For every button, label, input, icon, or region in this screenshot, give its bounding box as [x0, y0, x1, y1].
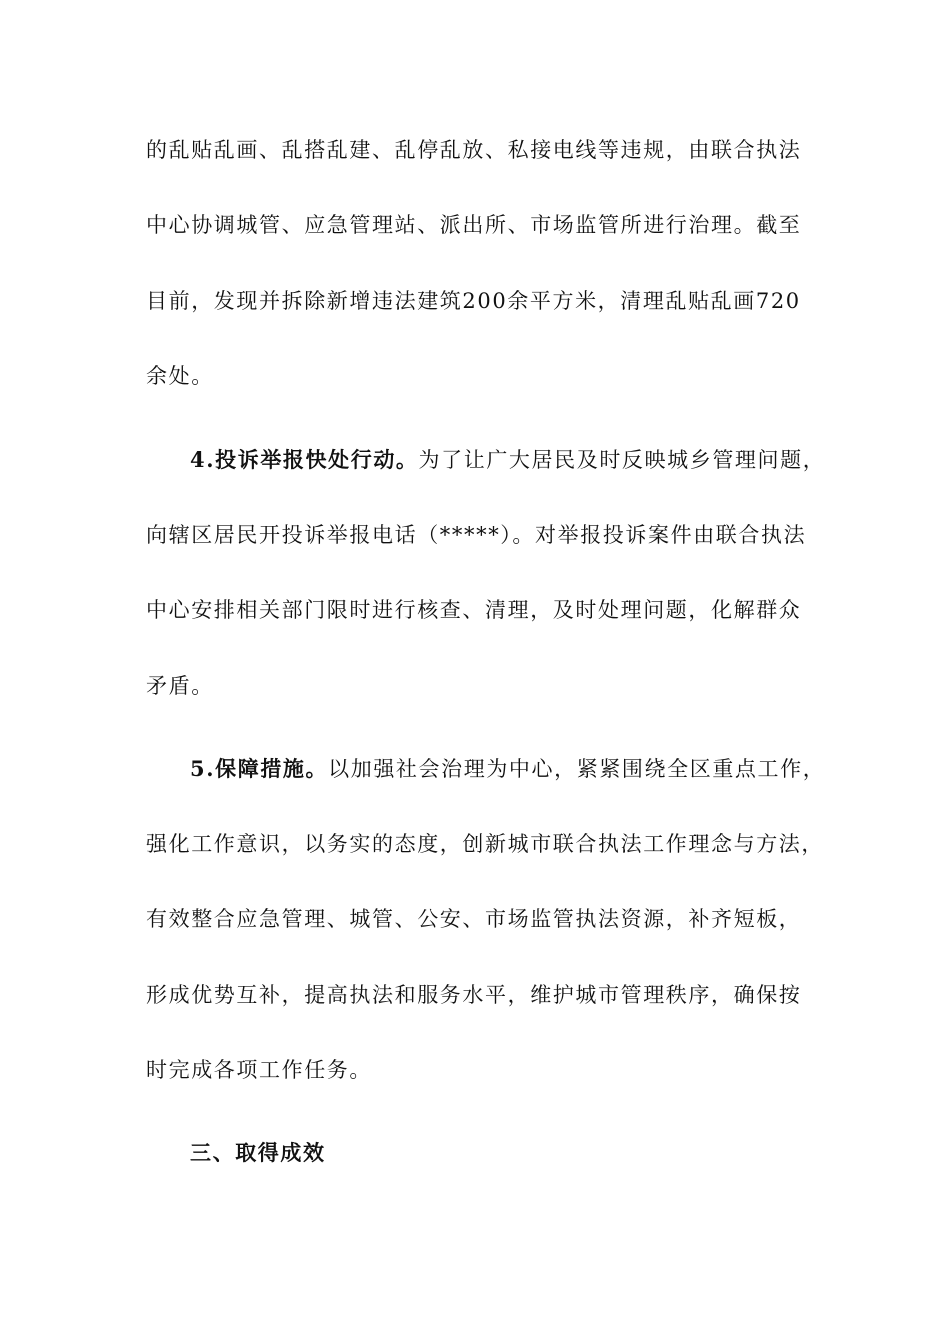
paragraph-heading: 5.保障措施。 — [190, 756, 329, 781]
text-line: 中心协调城管、应急管理站、派出所、市场监管所进行治理。截至 — [146, 213, 802, 237]
text-line: 有效整合应急管理、城管、公安、市场监管执法资源，补齐短板， — [146, 907, 802, 931]
text-line: 中心安排相关部门限时进行核查、清理，及时处理问题，化解群众 — [146, 598, 802, 622]
text-line: 矛盾。 — [146, 674, 214, 698]
paragraph-text: 为了让广大居民及时反映城乡管理问题， — [418, 448, 826, 472]
text-line: 的乱贴乱画、乱搭乱建、乱停乱放、私接电线等违规，由联合执法 — [146, 138, 802, 162]
text-line: 目前，发现并拆除新增违法建筑200余平方米，清理乱贴乱画720 — [146, 289, 801, 313]
text-line — [190, 446, 825, 474]
text-line: 形成优势互补，提高执法和服务水平，维护城市管理秩序，确保按 — [146, 983, 802, 1007]
text-line: 强化工作意识，以务实的态度，创新城市联合执法工作理念与方法， — [146, 832, 824, 856]
paragraph-heading: 4.投诉举报快处行动。 — [190, 447, 419, 472]
text-line — [190, 755, 825, 783]
text-line: 向辖区居民开投诉举报电话（*****）。对举报投诉案件由联合执法 — [146, 523, 807, 547]
paragraph-text: 以加强社会治理为中心，紧紧围绕全区重点工作， — [328, 757, 826, 781]
section-heading: 三、取得成效 — [190, 1140, 326, 1165]
text-line: 余处。 — [146, 364, 214, 388]
text-line: 时完成各项工作任务。 — [146, 1058, 372, 1082]
